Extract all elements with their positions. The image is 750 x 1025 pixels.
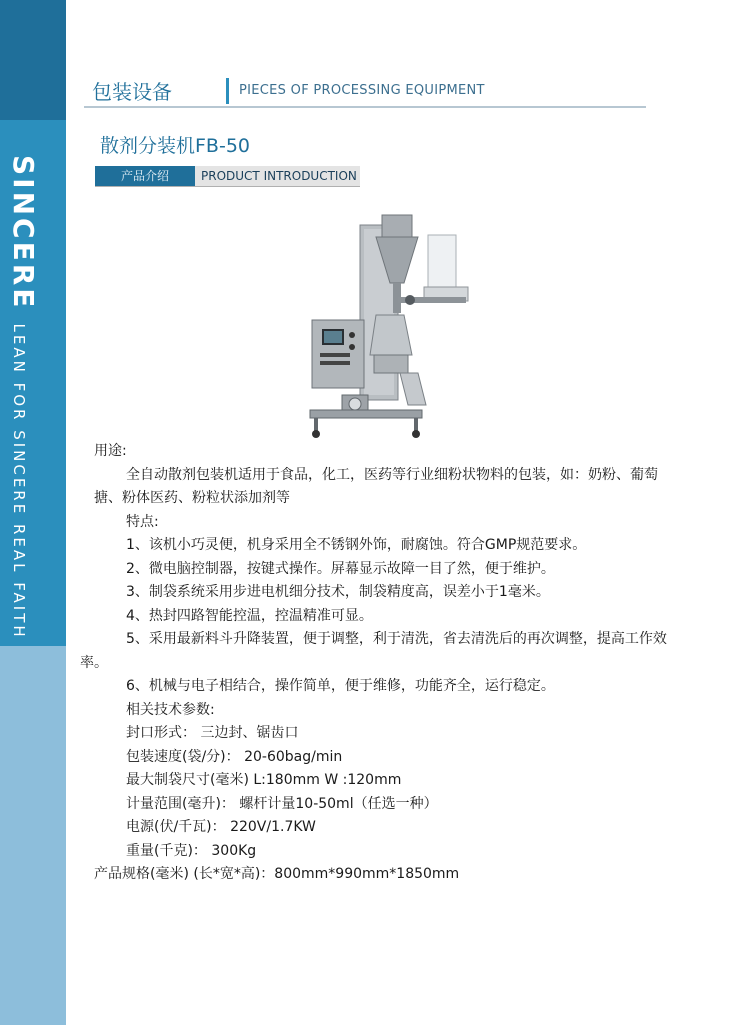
feature-item: 3、制袋系统采用步进电机细分技术，制袋精度高，误差小于1毫米。: [126, 584, 550, 600]
section-header: [92, 76, 485, 105]
header-rule: [84, 106, 646, 108]
section-title-en: PIECES OF PROCESSING EQUIPMENT: [239, 83, 485, 98]
usage-heading: 用途:: [94, 443, 127, 459]
param-bag-size: 最大制袋尺寸(毫米) L:180mm W :120mm: [126, 772, 402, 788]
product-description: [80, 440, 700, 887]
section-title-cn: 包装设备: [92, 80, 172, 104]
feature-item: 2、微电脑控制器，按键式操作。屏幕显示故障一目了然，便于维护。: [126, 560, 555, 577]
feature-item: 4、热封四路智能控温，控温精准可显。: [126, 607, 373, 624]
feature-item: 6、机械与电子相结合，操作简单，便于维修，功能齐全，运行稳定。: [126, 678, 555, 694]
brand-slogan: LEAN FOR SINCERE REAL FAITH: [10, 323, 28, 640]
param-speed: 包装速度(袋/分)： 20-60bag/min: [126, 748, 343, 765]
features-heading: 特点:: [126, 513, 159, 530]
header-divider: [226, 78, 229, 104]
feature-item: 5、采用最新料斗升降装置，便于调整，利于清洗，省去清洗后的再次调整，提高工作效: [126, 631, 667, 647]
side-band-bottom: [0, 646, 66, 1025]
feature-item: 1、该机小巧灵便，机身采用全不锈钢外饰，耐腐蚀。符合GMP规范要求。: [126, 537, 587, 553]
param-dimensions: 产品规格(毫米) (长*宽*高)：800mm*990mm*1850mm: [94, 866, 460, 882]
usage-text-line-2: 搪、粉体医药、粉粒状添加剂等: [94, 490, 290, 506]
product-title: 散剂分装机FB-50: [100, 135, 250, 157]
brand-logo-text: SINCERE: [7, 155, 40, 311]
param-measure-range: 计量范围(毫升)： 螺杆计量10-50ml（任选一种）: [126, 795, 438, 812]
intro-label-en: PRODUCT INTRODUCTION: [201, 169, 357, 183]
param-seal-type: 封口形式： 三边封、锯齿口: [126, 725, 299, 741]
param-weight: 重量(千克)： 300Kg: [126, 842, 257, 859]
feature-item-continued: 率。: [80, 654, 108, 671]
side-brand: [7, 155, 40, 640]
params-heading: 相关技术参数:: [126, 701, 215, 718]
side-band-top: [0, 0, 66, 120]
param-power: 电源(伏/千瓦)： 220V/1.7KW: [126, 819, 316, 835]
usage-text-line-1: 全自动散剂包装机适用于食品，化工，医药等行业细粉状物料的包装，如：奶粉、葡萄: [126, 466, 658, 483]
intro-label-bar: [95, 166, 360, 187]
intro-label-cn: 产品介绍: [95, 166, 195, 186]
machine-photo: [300, 205, 470, 440]
